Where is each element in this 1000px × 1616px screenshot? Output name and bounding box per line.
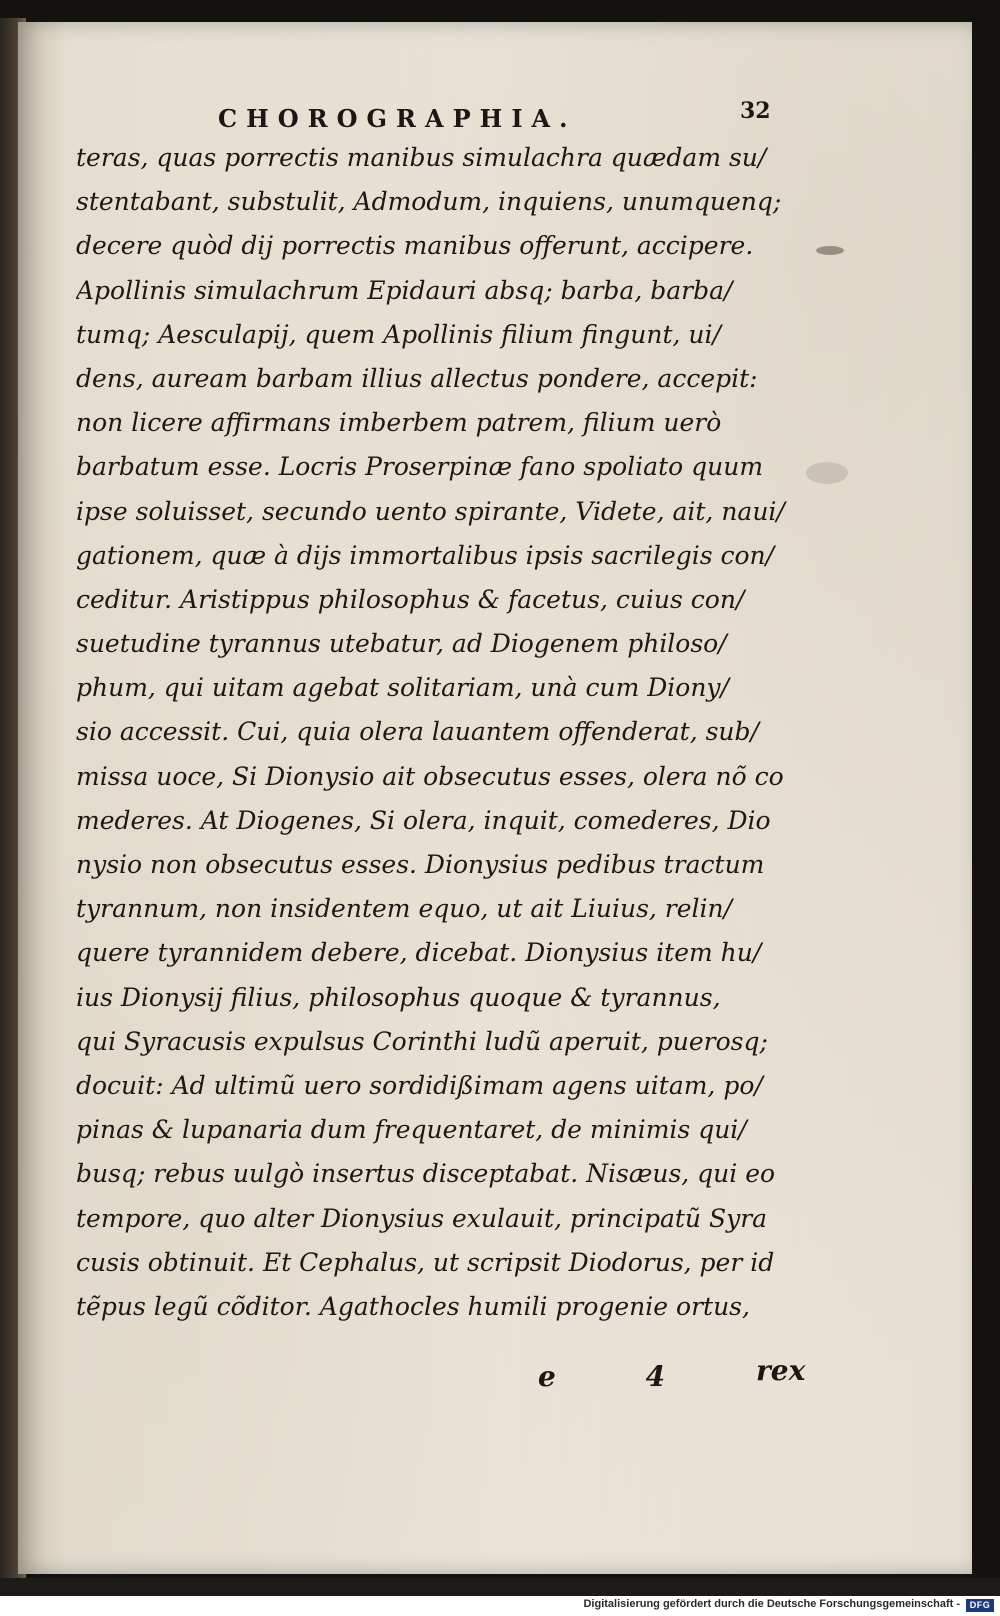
text-line: barbatum esse. Locris Proserpinæ fano spoliato quum [76, 452, 764, 482]
text-line: ipse soluisset, secundo uento spirante, Videte, ait, naui/ [76, 496, 785, 526]
footer-funding-note: Digitalisierung gefördert durch die Deutsche Forschungsgemeinschaft - [583, 1598, 960, 1610]
running-head: CHOROGRAPHIA. [218, 104, 577, 133]
text-line: pinas & lupanaria dum frequentaret, de minimis qui/ [76, 1115, 747, 1145]
folio-number: 32 [740, 98, 771, 124]
signature-mark: e 4 [538, 1360, 706, 1393]
text-line: dens, auream barbam illius allectus pondere, accepit: [76, 363, 758, 393]
text-line: ius Dionysij filius, philosophus quoque & tyrannus, [76, 982, 721, 1012]
text-line: stentabant, substulit, Admodum, inquiens, unumquenq; [76, 187, 782, 217]
text-line: mederes. At Diogenes, Si olera, inquit, comederes, Dio [76, 805, 771, 835]
ink-smudge [806, 462, 848, 484]
text-line: cusis obtinuit. Et Cephalus, ut scripsit Diodorus, per id [76, 1247, 775, 1277]
text-line: tempore, quo alter Dionysius exulauit, principatũ Syra [76, 1203, 768, 1233]
text-line: tẽpus legũ cõditor. Agathocles humili progenie ortus, [76, 1291, 750, 1321]
text-line: gationem, quæ à dijs immortalibus ipsis sacrilegis con/ [76, 540, 775, 570]
scan-bottom-edge [0, 1578, 1000, 1596]
text-line: quere tyrannidem debere, dicebat. Dionysius item hu/ [76, 938, 762, 968]
text-line: tumq; Aesculapij, quem Apollinis filium fingunt, ui/ [76, 319, 721, 349]
text-block [76, 136, 816, 1329]
dfg-logo: DFG [966, 1599, 994, 1612]
text-line: qui Syracusis expulsus Corinthi ludũ aperuit, puerosq; [76, 1026, 768, 1056]
text-line: nysio non obsecutus esses. Dionysius pedibus tractum [76, 850, 765, 879]
text-line: non licere affirmans imberbem patrem, filium uerò [76, 408, 722, 438]
text-line: phum, qui uitam agebat solitariam, unà cum Diony/ [76, 673, 729, 703]
text-line: tyrannum, non insidentem equo, ut ait Liuius, relin/ [76, 894, 733, 924]
text-line: teras, quas porrectis manibus simulachra quædam su/ [76, 143, 767, 172]
text-line: decere quòd dij porrectis manibus offerunt, accipere. [76, 231, 754, 261]
text-line: Apollinis simulachrum Epidauri absq; barba, barba/ [76, 275, 733, 305]
text-line: suetudine tyrannus utebatur, ad Diogenem philoso/ [76, 629, 727, 659]
text-line: sio accessit. Cui, quia olera lauantem offenderat, sub/ [76, 717, 759, 747]
ink-mark [816, 246, 844, 255]
book-page [18, 22, 972, 1574]
text-line: busq; rebus uulgò insertus disceptabat. Nisæus, qui eo [76, 1159, 776, 1189]
text-line: missa uoce, Si Dionysio ait obsecutus esses, olera nõ co [76, 761, 784, 791]
catchword: rex [756, 1354, 806, 1387]
text-line: ceditur. Aristippus philosophus & facetus, cuius con/ [76, 584, 745, 614]
text-line: docuit: Ad ultimũ uero sordidißimam agens uitam, po/ [76, 1070, 763, 1100]
footer-bar [0, 1596, 1000, 1616]
